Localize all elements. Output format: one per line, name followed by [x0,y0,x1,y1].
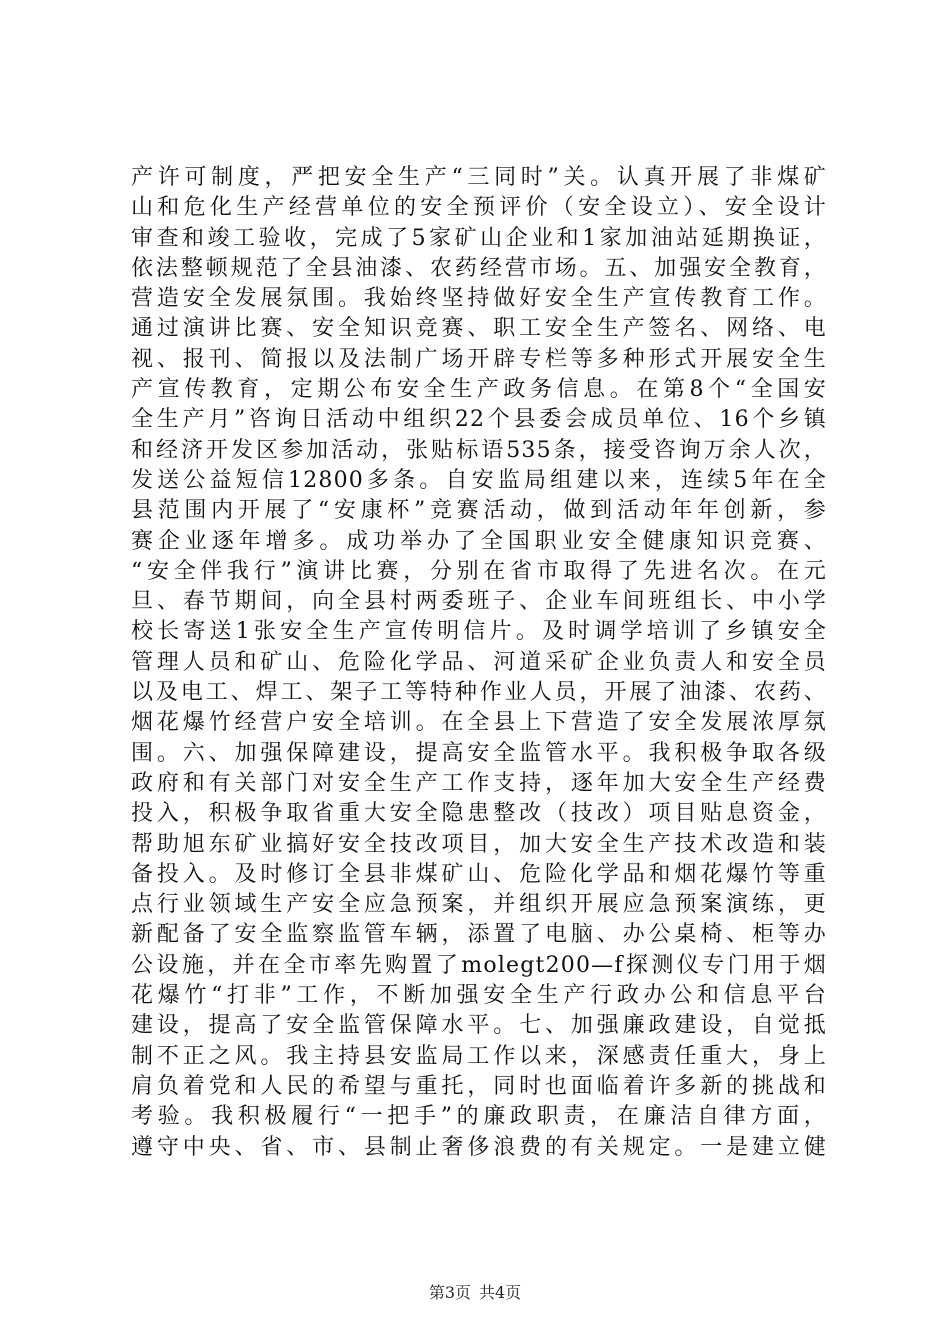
text-line: “安全伴我行”演讲比赛，分别在省市取得了先进名次。在元 [131,558,827,584]
text-line: 政府和有关部门对安全生产工作支持，逐年加大安全生产经费 [131,770,827,796]
text-line: 建设，提高了安全监管保障水平。七、加强廉政建设，自觉抵 [131,1013,827,1039]
text-line: 依法整顿规范了全县油漆、农药经营市场。五、加强安全教育， [131,255,827,281]
page-total: 共4页 [479,1283,522,1302]
text-line: 审查和竣工验收，完成了5家矿山企业和1家加油站延期换证， [131,225,827,251]
page-footer [0,1283,950,1303]
text-line: 公设施，并在全市率先购置了molegt200—f探测仪专门用于烟 [131,952,827,978]
text-line: 和经济开发区参加活动，张贴标语535条，接受咨询万余人次， [131,437,827,463]
text-line: 考验。我积极履行“一把手”的廉政职责，在廉洁自律方面， [131,1104,827,1130]
text-line: 县范围内开展了“安康杯”竞赛活动，做到活动年年创新，参 [131,498,827,524]
text-line: 围。六、加强保障建设，提高安全监管水平。我积极争取各级 [131,740,827,766]
body-paragraph [131,163,827,1163]
text-line: 备投入。及时修订全县非煤矿山、危险化学品和烟花爆竹等重 [131,861,827,887]
text-line: 产宣传教育，定期公布安全生产政务信息。在第8个“全国安 [131,377,827,403]
text-line: 发送公益短信12800多条。自安监局组建以来，连续5年在全 [131,467,827,493]
text-line: 以及电工、焊工、架子工等特种作业人员，开展了油漆、农药、 [131,680,827,706]
text-line: 赛企业逐年增多。成功举办了全国职业安全健康知识竞赛、 [131,528,827,554]
text-line: 校长寄送1张安全生产宣传明信片。及时调学培训了乡镇安全 [131,619,827,645]
text-line: 全生产月”咨询日活动中组织22个县委会成员单位、16个乡镇 [131,407,827,433]
page-number: 第3页 [428,1283,471,1302]
text-line: 制不正之风。我主持县安监局工作以来，深感责任重大，身上 [131,1043,827,1069]
text-line: 营造安全发展氛围。我始终坚持做好安全生产宣传教育工作。 [131,286,827,312]
text-line: 花爆竹“打非”工作，不断加强安全生产行政办公和信息平台 [131,983,827,1009]
text-line: 帮助旭东矿业搞好安全技改项目，加大安全生产技术改造和装 [131,831,827,857]
text-line: 投入，积极争取省重大安全隐患整改（技改）项目贴息资金， [131,801,827,827]
text-line: 肩负着党和人民的希望与重托，同时也面临着许多新的挑战和 [131,1073,827,1099]
text-line: 产许可制度，严把安全生产“三同时”关。认真开展了非煤矿 [131,165,827,190]
text-line: 山和危化生产经营单位的安全预评价（安全设立）、安全设计 [131,195,827,221]
text-line: 视、报刊、简报以及法制广场开辟专栏等多种形式开展安全生 [131,346,827,372]
text-line: 通过演讲比赛、安全知识竞赛、职工安全生产签名、网络、电 [131,316,827,342]
text-line: 遵守中央、省、市、县制止奢侈浪费的有关规定。一是建立健 [131,1134,827,1160]
text-line: 新配备了安全监察监管车辆，添置了电脑、办公桌椅、柜等办 [131,922,827,948]
text-line: 点行业领域生产安全应急预案，并组织开展应急预案演练，更 [131,892,827,918]
text-line: 烟花爆竹经营户安全培训。在全县上下营造了安全发展浓厚氛 [131,710,827,736]
text-line: 旦、春节期间，向全县村两委班子、企业车间班组长、中小学 [131,589,827,615]
text-line: 管理人员和矿山、危险化学品、河道采矿企业负责人和安全员 [131,649,827,675]
